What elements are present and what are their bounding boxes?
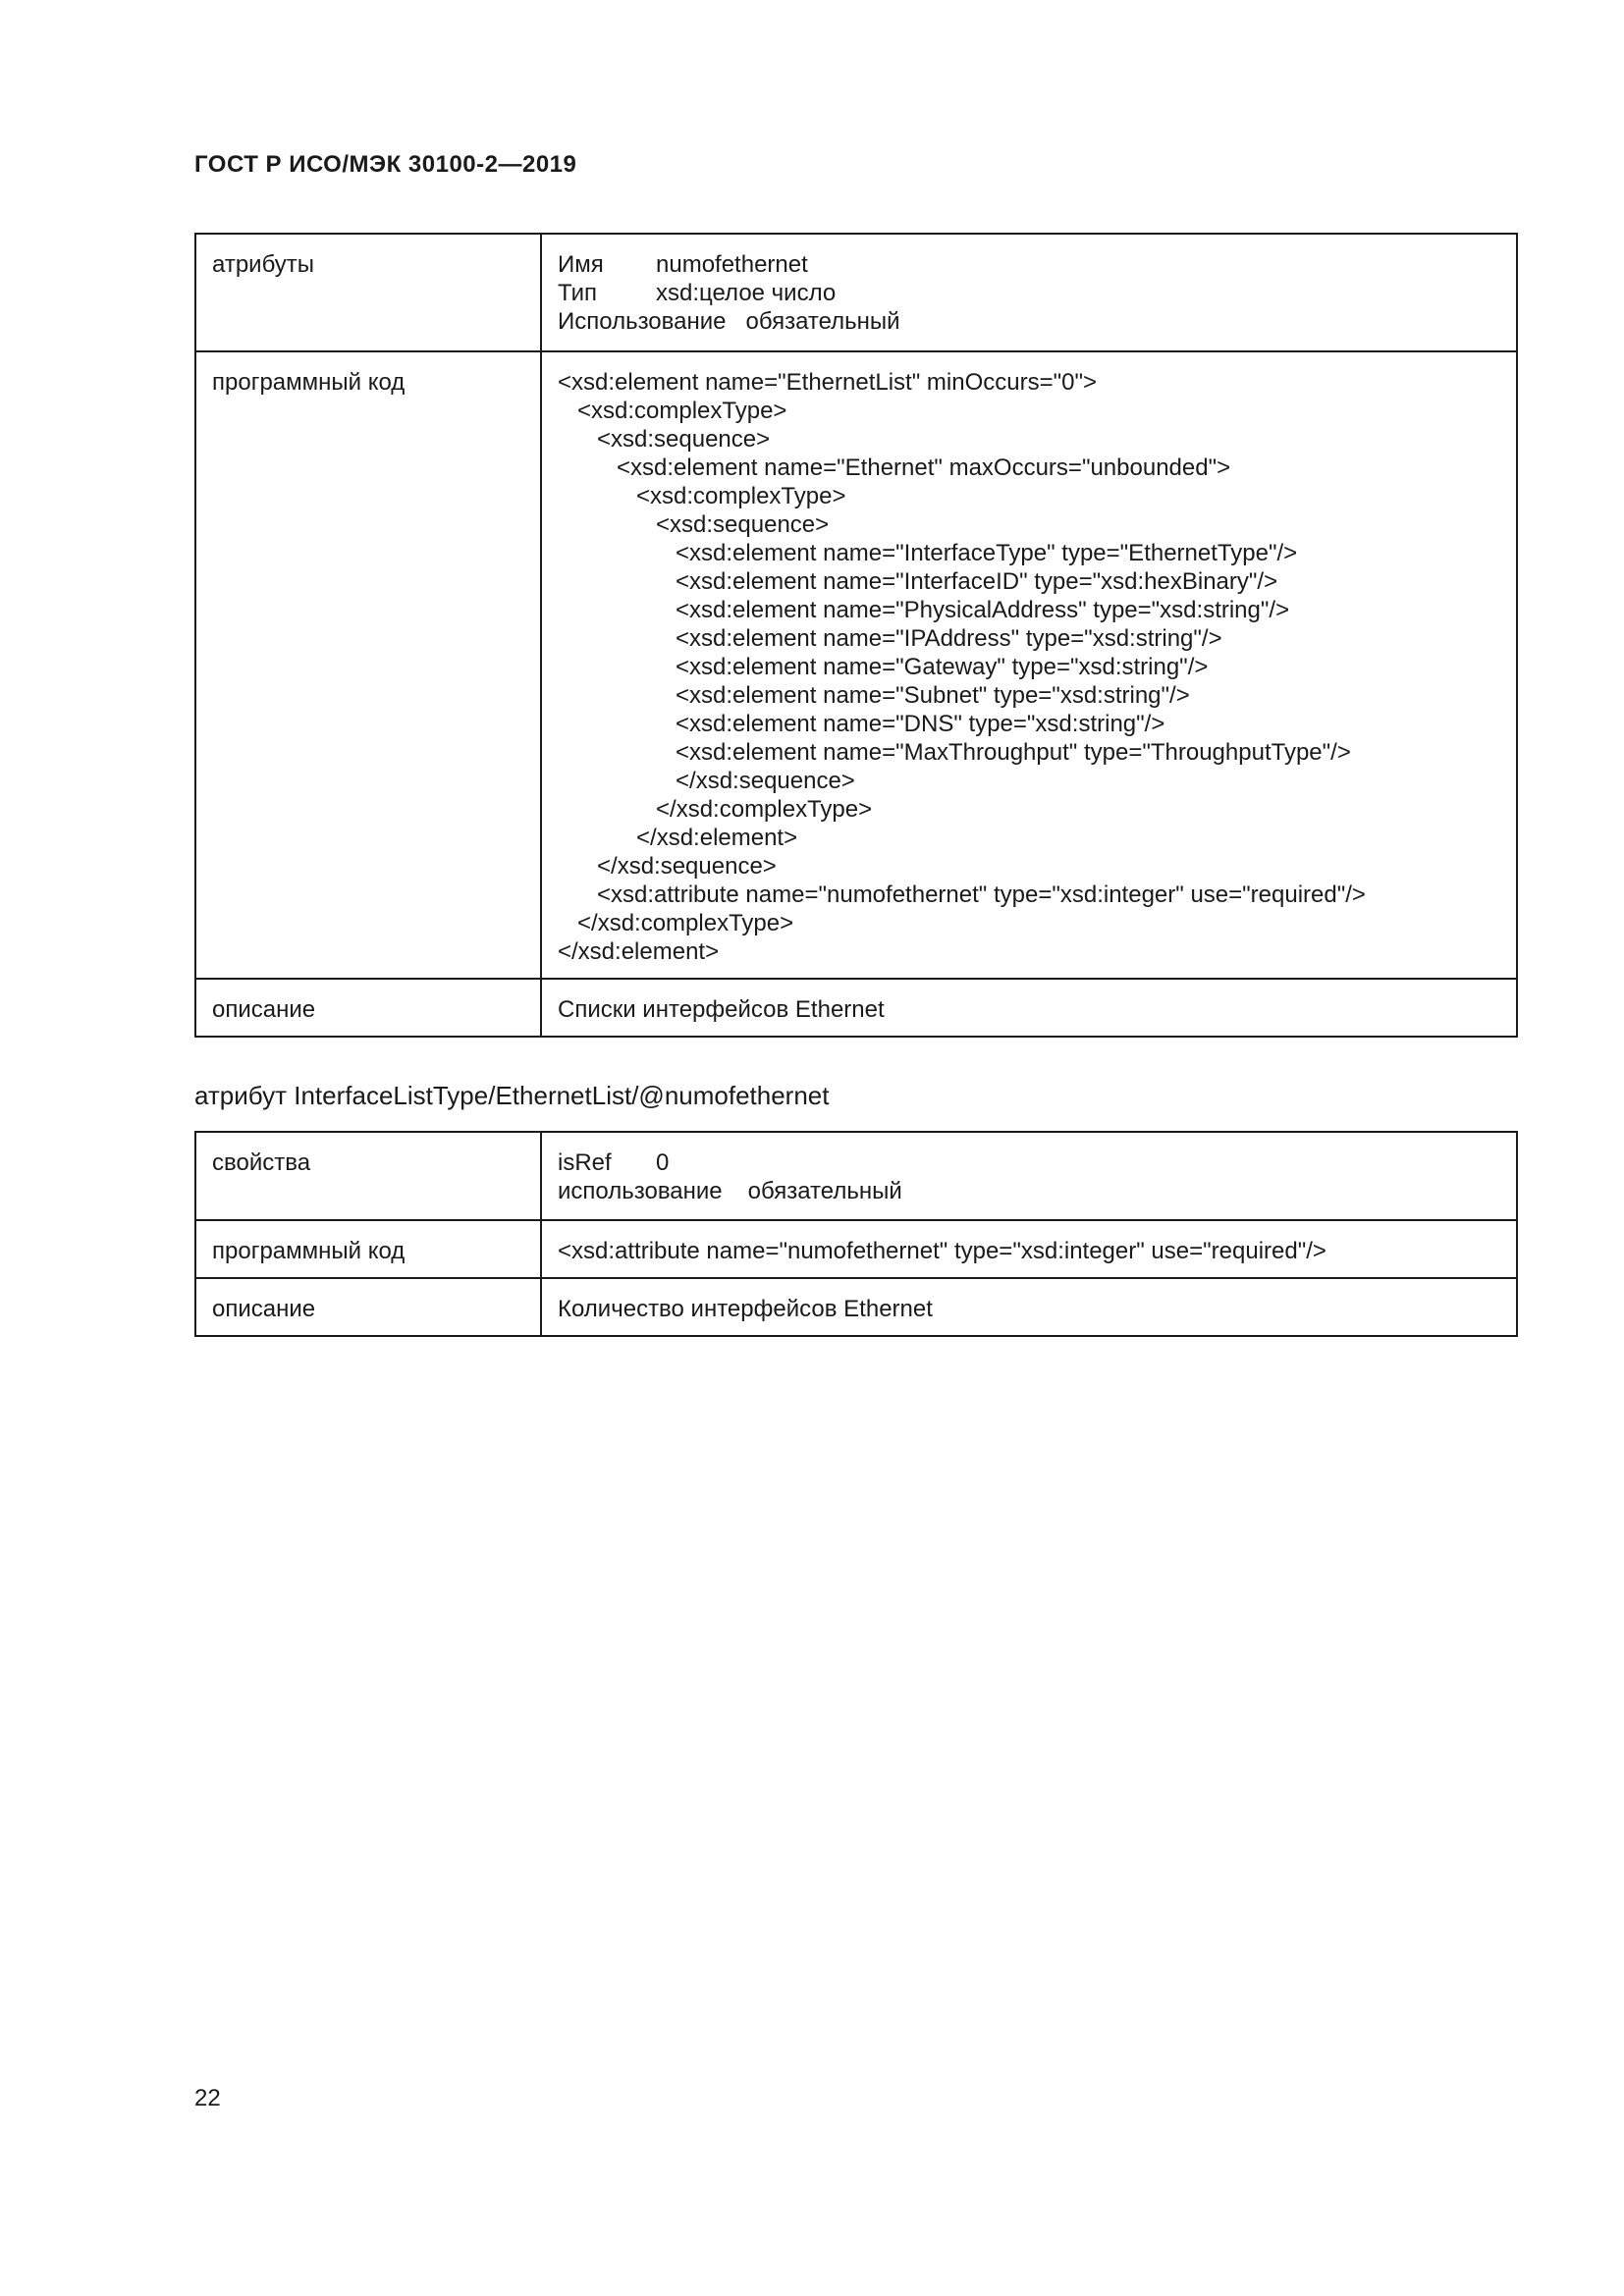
description-row xyxy=(195,1278,1517,1336)
code-line: <xsd:element name="EthernetList" minOccurs="0"> xyxy=(558,369,1098,396)
code-line: </xsd:sequence> xyxy=(558,768,855,794)
code-line: <xsd:sequence> xyxy=(558,511,830,538)
description-label: описание xyxy=(195,979,541,1037)
element-table xyxy=(194,233,1518,1038)
page-number: 22 xyxy=(194,2085,221,2111)
code-value: <xsd:attribute name="numofethernet" type="xsd:integer" use="required"/> xyxy=(541,1220,1517,1278)
code-line: </xsd:sequence> xyxy=(558,853,777,880)
attributes-label: атрибуты xyxy=(195,234,541,351)
description-row xyxy=(195,979,1517,1037)
attributes-row xyxy=(195,234,1517,351)
code-line: </xsd:complexType> xyxy=(558,910,794,936)
description-value: Списки интерфейсов Ethernet xyxy=(541,979,1517,1037)
attribute-key: Использование xyxy=(558,308,727,335)
code-line: <xsd:attribute name="numofethernet" type="xsd:integer" use="required"/> xyxy=(558,881,1366,908)
description-label: описание xyxy=(195,1278,541,1336)
properties-label: свойства xyxy=(195,1132,541,1220)
attributes-cell xyxy=(541,234,1517,351)
property-value: обязательный xyxy=(747,1178,902,1204)
property-key: использование xyxy=(558,1178,723,1204)
code-line: </xsd:element> xyxy=(558,938,720,965)
attribute-usage-row xyxy=(558,307,1500,336)
document-header: ГОСТ Р ИСО/МЭК 30100-2—2019 xyxy=(194,151,577,178)
code-label: программный код xyxy=(195,1220,541,1278)
code-row xyxy=(195,351,1517,979)
description-value: Количество интерфейсов Ethernet xyxy=(541,1278,1517,1336)
code-line: <xsd:element name="InterfaceID" type="xsd:hexBinary"/> xyxy=(558,568,1278,595)
attribute-name-row xyxy=(558,250,1500,279)
code-line: <xsd:element name="PhysicalAddress" type="xsd:string"/> xyxy=(558,597,1290,623)
code-line: <xsd:element name="MaxThroughput" type="ThroughputType"/> xyxy=(558,739,1351,766)
property-value: 0 xyxy=(656,1149,670,1176)
attribute-type-row xyxy=(558,279,1500,307)
attribute-table xyxy=(194,1131,1518,1337)
code-line: <xsd:complexType> xyxy=(558,483,846,509)
attribute-key: Тип xyxy=(558,280,598,306)
code-line: <xsd:element name="Subnet" type="xsd:string"/> xyxy=(558,682,1190,709)
property-usage-row xyxy=(558,1177,1500,1205)
code-line: </xsd:element> xyxy=(558,825,798,851)
code-line: </xsd:complexType> xyxy=(558,796,873,823)
code-cell xyxy=(541,351,1517,979)
code-line: <xsd:element name="IPAddress" type="xsd:string"/> xyxy=(558,625,1222,652)
code-block xyxy=(558,368,1500,966)
attribute-value: xsd:целое число xyxy=(656,280,837,306)
attribute-key: Имя xyxy=(558,251,604,278)
code-line: <xsd:element name="DNS" type="xsd:string"/> xyxy=(558,711,1165,737)
code-row xyxy=(195,1220,1517,1278)
properties-row xyxy=(195,1132,1517,1220)
property-key: isRef xyxy=(558,1149,612,1176)
code-line: <xsd:element name="Gateway" type="xsd:string"/> xyxy=(558,654,1209,680)
property-isref-row xyxy=(558,1148,1500,1177)
code-line: <xsd:sequence> xyxy=(558,426,771,453)
attribute-heading: атрибут InterfaceListType/EthernetList/@numofethernet xyxy=(194,1081,830,1110)
properties-cell xyxy=(541,1132,1517,1220)
code-line: <xsd:element name="Ethernet" maxOccurs="unbounded"> xyxy=(558,454,1231,481)
attribute-value: numofethernet xyxy=(656,251,808,278)
code-line: <xsd:complexType> xyxy=(558,398,787,424)
code-line: <xsd:element name="InterfaceType" type="EthernetType"/> xyxy=(558,540,1298,566)
attribute-value: обязательный xyxy=(745,308,900,335)
code-label: программный код xyxy=(195,351,541,979)
